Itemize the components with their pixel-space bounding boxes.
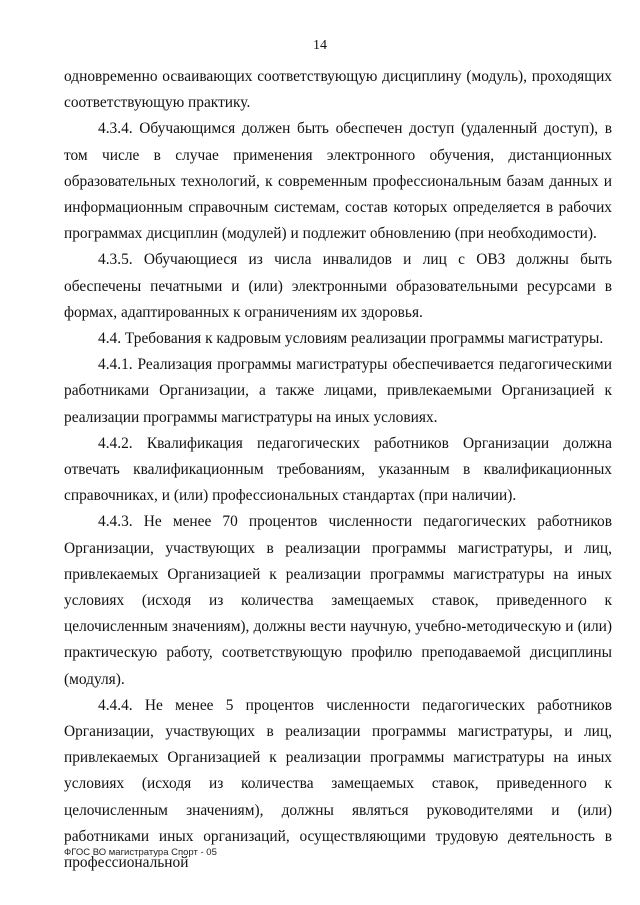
paragraph-4-3-4: 4.3.4. Обучающимся должен быть обеспечен доступ (удаленный доступ), в том числе в случае применения электронного обучения, дистанционных образовательных технологий, к современным профессиональным базам данных и информационным справочным системам, состав которых определяется в рабочих программах дисциплин (модулей) и подлежит обновлению (при необходимости). [64, 120, 612, 243]
paragraph-4-4-4: 4.4.4. Не менее 5 процентов численности педагогических работников Организации, участвующих в реализации программы магистратуры, и лиц, привлекаемых Организацией к реализации программы магистратуры на иных условиях (исходя из количества замещаемых ставок, приведенного к целочисленным значениям), должны являться руководителями и (или) работниками иных организаций, осуществляющими трудовую деятельность в профессиональной [64, 696, 612, 872]
document-body [64, 64, 612, 876]
page-number: 14 [313, 38, 327, 53]
paragraph-4-4-2: 4.4.2. Квалификация педагогических работников Организации должна отвечать квалификационным требованиям, указанным в квалификационных справочниках, и (или) профессиональных стандартах (при наличии). [64, 434, 612, 505]
paragraph-4-3-5: 4.3.5. Обучающиеся из числа инвалидов и лиц с ОВЗ должны быть обеспечены печатными и (или) электронными образовательными ресурсами в формах, адаптированных к ограничениям их здоровья. [64, 251, 612, 321]
page-footer: ФГОС ВО магистратура Спорт - 05 [64, 847, 217, 858]
paragraph-continuation: одновременно осваивающих соответствующую дисциплину (модуль), проходящих соответствующую практику. [64, 68, 612, 112]
paragraph-4-4-1: 4.4.1. Реализация программы магистратуры обеспечивается педагогическими работниками Организации, а также лицами, привлекаемыми Организацией к реализации программы магистратуры на иных условиях. [64, 356, 612, 426]
paragraph-4-4-3: 4.4.3. Не менее 70 процентов численности педагогических работников Организации, участвующих в реализации программы магистратуры, и лиц, привлекаемых Организацией к реализации программы магистратуры на иных условиях (исходя из количества замещаемых ставок, приведенного к целочисленным значениям), должны вести научную, учебно-методическую и (или) практическую работу, соответствующую профилю преподаваемой дисциплины (модуля). [64, 513, 612, 688]
section-heading-4-4: 4.4. Требования к кадровым условиям реализации программы магистратуры. [98, 330, 604, 348]
